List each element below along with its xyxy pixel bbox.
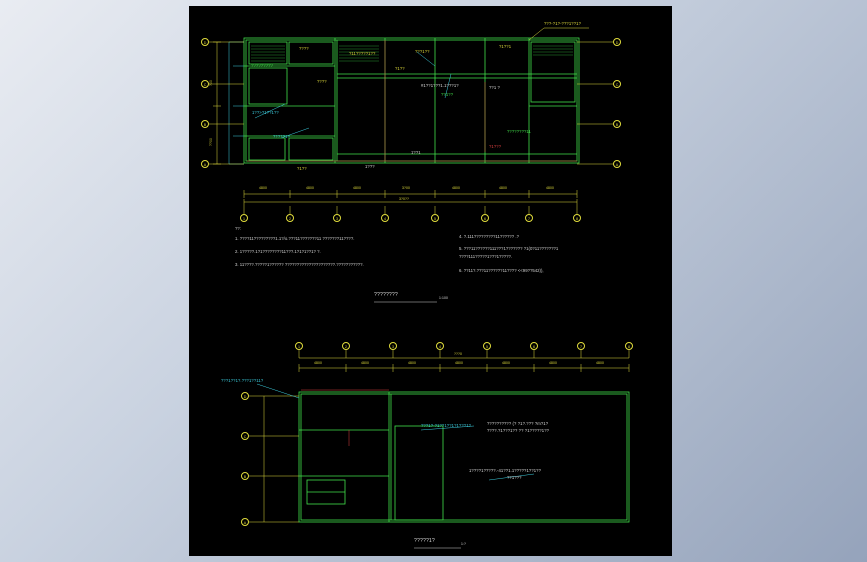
plan-grid-left-a[interactable] bbox=[201, 160, 209, 168]
plan-dim-seg-5: 4800 bbox=[499, 186, 507, 190]
plan-grid-bottom-8[interactable] bbox=[573, 214, 581, 222]
elev-label-0: ???1?-?1??1??1?1???1? bbox=[421, 423, 472, 428]
elev-grid-left-d[interactable] bbox=[241, 392, 249, 400]
plan-label-15: 1??? bbox=[365, 164, 375, 169]
elev-grid-top-8-label: 8 bbox=[628, 345, 630, 349]
elev-dim-seg-3: 4800 bbox=[455, 361, 463, 365]
plan-dim-seg-1: 4800 bbox=[306, 186, 314, 190]
plan-label-7: ???1?? bbox=[415, 49, 430, 54]
plan-label-4: ?????1? bbox=[273, 134, 291, 139]
elev-grid-top-3[interactable] bbox=[389, 342, 397, 350]
elev-grid-left-a-label: A bbox=[243, 521, 247, 525]
elev-grid-top-1[interactable] bbox=[295, 342, 303, 350]
plan-grid-bottom-8-label: 8 bbox=[576, 217, 578, 221]
plan-grid-right-b[interactable] bbox=[613, 120, 621, 128]
plan-grid-right-c[interactable] bbox=[613, 80, 621, 88]
elev-dim-seg-4: 4800 bbox=[502, 361, 510, 365]
plan-grid-right-c-label: C bbox=[615, 83, 619, 87]
plan-label-1: ????????? bbox=[251, 63, 273, 68]
elev-grid-top-7[interactable] bbox=[577, 342, 585, 350]
notes-right-0: 4. ?.111?????????11?????? .? bbox=[459, 234, 519, 239]
plan-dim-seg-3: 3?00 bbox=[402, 186, 410, 190]
elev-dim-seg-0: 4800 bbox=[314, 361, 322, 365]
plan-grid-bottom-6-label: 6 bbox=[484, 217, 486, 221]
plan-label-11: ?1??1 bbox=[499, 44, 512, 49]
plan-grid-left-a-label: A bbox=[203, 163, 207, 167]
notes-right-1: 5. ???11??????111???1??????? ?1(0?11???????1 bbox=[459, 246, 559, 251]
elev-grid-left-d-label: D bbox=[243, 395, 247, 399]
plan-grid-right-d[interactable] bbox=[613, 38, 621, 46]
elev-dim-seg-6: 4800 bbox=[596, 361, 604, 365]
plan-grid-bottom-3-label: 3 bbox=[336, 217, 338, 221]
elev-grid-top-5-label: 5 bbox=[486, 345, 488, 349]
elev-dim-seg-5: 4800 bbox=[549, 361, 557, 365]
notes-heading: ??: bbox=[235, 226, 241, 231]
elev-grid-top-6-label: 6 bbox=[533, 345, 535, 349]
plan-label-16: ?1?? bbox=[297, 166, 307, 171]
notes-left-2: 3. 11????.?????1?????? ?????????????????????.???????????. bbox=[235, 262, 364, 267]
plan-dim-seg-2: 4800 bbox=[353, 186, 361, 190]
plan-grid-bottom-1[interactable] bbox=[240, 214, 248, 222]
elev-label-2: ????.?1???1?? ?? ?1?????1?? bbox=[487, 428, 550, 433]
plan-grid-left-d-label: D bbox=[203, 41, 207, 45]
plan-grid-right-a[interactable] bbox=[613, 160, 621, 168]
plan-grid-bottom-7[interactable] bbox=[525, 214, 533, 222]
plan-label-8: #1??1???1.1???1? bbox=[421, 83, 459, 88]
plan-grid-right-b-label: B bbox=[615, 123, 619, 127]
plan-grid-right-a-label: A bbox=[615, 163, 619, 167]
elev-grid-top-2[interactable] bbox=[342, 342, 350, 350]
plan-label-6: ?1?? bbox=[395, 66, 405, 71]
elev-grid-top-2-label: 2 bbox=[345, 345, 347, 349]
plan-grid-bottom-7-label: 7 bbox=[528, 217, 530, 221]
elev-dim-total: ???0 bbox=[454, 352, 462, 356]
plan-label-13: ?1??? bbox=[489, 144, 502, 149]
elev-label-3: 1????1?????.-41??1.1?????1??1?? bbox=[469, 468, 542, 473]
plan-grid-bottom-4[interactable] bbox=[381, 214, 389, 222]
plan-label-9: ??1?? bbox=[441, 92, 454, 97]
elev-grid-left-b[interactable] bbox=[241, 472, 249, 480]
elev-grid-top-3-label: 3 bbox=[392, 345, 394, 349]
elev-grid-top-4[interactable] bbox=[436, 342, 444, 350]
notes-right-3: 6. ??11?.???11??????11???? <<99??542)), bbox=[459, 268, 544, 273]
plan-label-0: ???? bbox=[299, 46, 309, 51]
plan-grid-bottom-3[interactable] bbox=[333, 214, 341, 222]
plan-grid-bottom-2[interactable] bbox=[286, 214, 294, 222]
plan-label-3: 1??>?1??1?? bbox=[252, 110, 279, 115]
elev-dim-seg-2: 4800 bbox=[408, 361, 416, 365]
plan-grid-bottom-2-label: 2 bbox=[289, 217, 291, 221]
plan-left-dim-0: ?00 bbox=[209, 80, 213, 86]
plan-grid-bottom-6[interactable] bbox=[481, 214, 489, 222]
plan-dim-total: 3?0?? bbox=[399, 197, 409, 201]
elev-left-label: ???1??1?.???1??11? bbox=[221, 378, 264, 383]
elev-grid-top-5[interactable] bbox=[483, 342, 491, 350]
plan-label-5: ?11?????1?? bbox=[349, 51, 376, 56]
plan-grid-left-d[interactable] bbox=[201, 38, 209, 46]
elev-dim-seg-1: 4800 bbox=[361, 361, 369, 365]
plan-grid-bottom-4-label: 4 bbox=[384, 217, 386, 221]
elev-grid-left-c[interactable] bbox=[241, 432, 249, 440]
elev-label-1: ?????????? (? ?1?.??? ?m?1? bbox=[487, 421, 549, 426]
plan-label-14: 1??1 bbox=[411, 150, 421, 155]
elev-grid-top-1-label: 1 bbox=[298, 345, 300, 349]
elev-title: ?????1? bbox=[414, 538, 435, 544]
plan-grid-bottom-5-label: 5 bbox=[434, 217, 436, 221]
plan-grid-left-b[interactable] bbox=[201, 120, 209, 128]
plan-grid-left-c-label: C bbox=[203, 83, 207, 87]
plan-label-10: ??1 ? bbox=[489, 85, 500, 90]
elev-grid-top-4-label: 4 bbox=[439, 345, 441, 349]
elev-scale: 1:? bbox=[461, 542, 467, 546]
notes-right-2: ????111?????1???1?????. bbox=[459, 254, 513, 259]
plan-grid-bottom-5[interactable] bbox=[431, 214, 439, 222]
elevation-vectors bbox=[189, 6, 672, 556]
plan-label-12: ????????11 bbox=[507, 129, 531, 134]
plan-top-label: ???-?1?-???1??1? bbox=[544, 21, 581, 26]
notes-left-0: 1. ????11?????????1.1?/o.???11???????11 ???????11????. bbox=[235, 236, 355, 241]
cad-canvas bbox=[189, 6, 672, 556]
plan-label-2: ???? bbox=[317, 79, 327, 84]
plan-title: ???????? bbox=[374, 292, 398, 298]
plan-scale: 1:100 bbox=[439, 296, 448, 300]
notes-left-1: 2. 1?????.1?1????????11???.1?1?1??1? ?. bbox=[235, 249, 321, 254]
elev-grid-left-a[interactable] bbox=[241, 518, 249, 526]
plan-grid-bottom-1-label: 1 bbox=[243, 217, 245, 221]
plan-dim-seg-0: 4800 bbox=[259, 186, 267, 190]
plan-dim-seg-4: 4800 bbox=[452, 186, 460, 190]
plan-grid-left-b-label: B bbox=[203, 123, 207, 127]
plan-grid-left-c[interactable] bbox=[201, 80, 209, 88]
plan-grid-right-d-label: D bbox=[615, 41, 619, 45]
elev-grid-top-8[interactable] bbox=[625, 342, 633, 350]
elev-grid-left-c-label: C bbox=[243, 435, 247, 439]
plan-dim-seg-6: 4800 bbox=[546, 186, 554, 190]
elev-grid-left-b-label: B bbox=[243, 475, 247, 479]
plan-left-dim-1: ??00 bbox=[209, 138, 213, 146]
elev-grid-top-6[interactable] bbox=[530, 342, 538, 350]
elev-grid-top-7-label: 7 bbox=[580, 345, 582, 349]
elev-label-4: ??1??? bbox=[507, 475, 522, 480]
